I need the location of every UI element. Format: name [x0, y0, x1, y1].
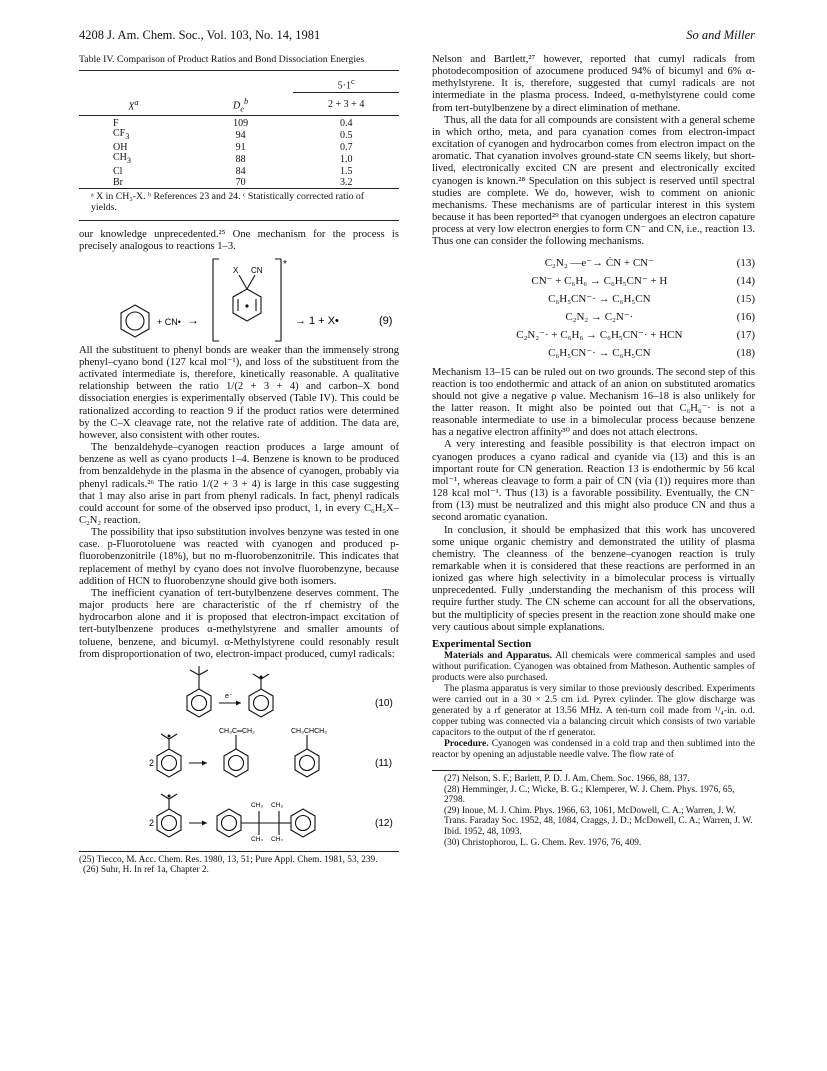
arrowhead-icon [202, 760, 207, 765]
arrowhead-icon [236, 700, 241, 705]
table-iv-grid [79, 70, 399, 191]
alpha-methylstyrene-icon [224, 735, 248, 777]
table-cell-substituent [79, 153, 188, 167]
running-header-right: So and Miller [686, 28, 755, 42]
scheme9-reagent: + CN• [157, 316, 181, 327]
scheme10-label: (10) [375, 697, 393, 709]
scheme9-cn: CN [251, 265, 263, 275]
equation-15-num: (15) [736, 293, 755, 306]
footnote-26: (26) Suhr, H. In ref 1a, Chapter 2. [83, 865, 209, 876]
radical-dot-icon [168, 794, 171, 797]
schemes-10-12-drawing [79, 663, 399, 841]
equation-18-expr: C₆H₅CN⁻· → C₆H₅CN [548, 347, 651, 360]
table-row [79, 143, 399, 154]
table-cell-text: 1.0 [339, 153, 353, 165]
table-head-ratio-bottom: 2 + 3 + 4 [293, 93, 399, 115]
left-paragraph-4: The possibility that ipso substitution involves benzyne was tested in one case. p-Fluorotoluene was reacted with cyanogen and produced p-fluorobenzonitrile (18%), but no m-fluorobenzonitrile. This indicates that replacement of methyl by cyano does not involve fluorobenzyne, because addition of HCN to fluorobenzyne should give both isomers. [79, 527, 399, 587]
footnote-29: (29) Inoue, M. J. Chim. Phys. 1966, 63, 1061, McDowell, C. A.; Warren, J. W. Trans. Faraday Soc. 1952, 48, 1084, Craggs, J. D.; McDowell, C. A.; Warren, J. W. Ibid. 1952, 48, 1093. [444, 805, 753, 838]
table-cell-text: 0.5 [339, 129, 353, 141]
scheme12-label: (12) [375, 817, 393, 829]
scheme12-me2: CH₃ [271, 801, 284, 809]
table-cell-text: Cl [113, 165, 123, 177]
right-column [432, 54, 755, 848]
scheme12-me4: CH₃ [271, 835, 284, 841]
radical-dot-icon [260, 675, 263, 678]
table-head-d-sup: b [243, 96, 249, 106]
bracket-icon [213, 259, 281, 341]
table-cell-substituent [79, 119, 188, 130]
equation-18 [432, 345, 755, 363]
equation-13-num: (13) [736, 257, 755, 270]
left-paragraph-1: our knowledge unprecedented.²⁵ One mechanism for the process is precisely analogous to reactions 1–3. [79, 228, 399, 252]
reaction-scheme-9 [79, 253, 399, 345]
equations-13-18 [432, 255, 755, 363]
scheme11-sub2: CH₃CHCH₃ [291, 727, 328, 735]
scheme9-star: * [283, 258, 287, 270]
left-footnotes [79, 851, 399, 876]
materials-text: All chemicals were commerical samples and used without purification. Cyanogen was obtained from Matheson. Authentic samples of products were also purchased. [432, 650, 756, 684]
scheme11-coef: 2 [149, 757, 155, 768]
table-cell-subscript: 3 [125, 132, 130, 142]
table-cell-substituent [79, 178, 188, 189]
table-cell-subscript: 3 [126, 156, 132, 166]
experimental-plasma: The plasma apparatus is very similar to those previously described. Experiments were carried out in a 30 × 2.5 cm i.d. Pyrex cylinder. The glow discharge was generated by a rf generator at 13.56 MHz. A ten-turn coil made from ¹/₄-in. o.d. copper tubing was connected via a balancing circuit which consists of two variable capacitors to the output of the rf generator. [432, 683, 755, 739]
table-row [79, 178, 399, 189]
equation-16-num: (16) [736, 311, 755, 324]
radical-dot-icon [168, 734, 171, 737]
table-cell-text: 88 [235, 153, 246, 165]
equation-14 [432, 273, 755, 291]
equation-13-expr: C₂N₂ —e⁻→ ĊN + CN⁻ [544, 257, 654, 270]
right-paragraph-5: In conclusion, it should be emphasized that this work has uncovered some unique organic chemistry and demonstrated the utility of plasma chemistry. The cleanness of the benzene–cyanogen reaction is truly remarkable when it is considered that these reactions are performed in an ionized gas where high selectivity in a bimolecular process is virtually unprecedented. Fully ,understanding the mechanism of this process will require further study. The CN scheme can account for all the observations, but the multiplicity of species present in the reaction zone should make one very cautious about simple explanations. [432, 524, 755, 633]
equation-15-expr: C₆H₅CN⁻· → C₆H₅CN [548, 293, 651, 306]
scheme11-label: (11) [375, 757, 393, 769]
table-cell-text: 1.5 [339, 165, 353, 177]
table-cell-text: CH [113, 152, 127, 164]
table-row [79, 153, 399, 167]
experimental-procedure [432, 738, 755, 760]
right-paragraph-2: Thus, all the data for all compounds are consistent with a general scheme in which ortho, meta, and para cyanation comes from electron-impact excitation of cyanogen and hydrocarbon comes from electron impact on the aromatic. That cyanation involves ground-state CN seems likely, but short-lived, electronically excited CN are present and electronically excited cyanogen is known.²⁸ Speculation on this subject is reserved until spectral studies are complete. We do, however, wish to comment on anionic mechanisms. These mechanisms are of particular interest in this system because it has been reported²⁹ that cyanogen undergoes an electron capature process at very low electron energies to form CN⁻ and CN, i.e., reaction 13. Thus one can consider the following mechanisms. [432, 114, 755, 248]
scheme9-x: X [233, 265, 239, 275]
table-cell-substituent [79, 129, 188, 143]
scheme10-arrow-label: e⁻ [225, 692, 233, 700]
scheme9-arrow: → [187, 312, 199, 327]
table-head-sup: c [351, 77, 355, 87]
right-paragraph-4: A very interesting and feasible possibility is that electron impact on cyanogen produces a cyano radical and cyanide via (13) and this is an important route for CN generation. Reaction 13 is endothermic by 56 kcal mol⁻¹, whereas cleavage to form a pair of CN (via (1)) requires more than 128 kcal mol⁻¹. Thus (13) is a favorable possibility. Eventually, the CN⁻ from (13) must be neutralized and this might also produce CN and thus a second aromatic cyanation. [432, 439, 755, 524]
left-paragraph-5: The inefficient cyanation of tert-butylbenzene deserves comment. The major products here are characteristic of the rf chemistry of the hydrocarbon alone and it is proposed that electron-impact excitation of tert-butylbenzene produces α-methylstyrene and smaller amounts of toluene, benzene, and bicumyl. α-Methylstyrene could resonably result from disproportionation of two, electron-impact produced, cumyl radicals: [79, 587, 399, 660]
equation-15 [432, 291, 755, 309]
right-footnotes [432, 774, 755, 848]
table-row [79, 119, 399, 130]
footnote-27: (27) Nelson, S. F.; Barlett, P. D. J. Am. Chem. Soc. 1966, 88, 137. [444, 774, 690, 785]
table-cell-ratio [293, 129, 399, 143]
running-header-left: 4208 J. Am. Chem. Soc., Vol. 103, No. 14, 1981 [79, 28, 321, 42]
cumyl-radical-icon-3 [157, 794, 181, 837]
table-cell-ratio [293, 119, 399, 130]
radical-dot-icon [245, 304, 248, 307]
table-cell-energy [188, 119, 294, 130]
tert-butylbenzene-icon [187, 666, 211, 717]
scheme9-label: (9) [379, 314, 393, 327]
left-column [79, 54, 399, 876]
procedure-text: Cyanogen was condensed in a cold trap and then sublimed into the reactor by opening an adjustable needle valve. The flow rate of [432, 738, 755, 761]
bicumyl-icon [217, 809, 315, 837]
cumene-icon [295, 735, 319, 777]
cumyl-radical-icon-2 [157, 734, 181, 777]
equation-16-expr: C₂N₂ → C₂N⁻· [565, 311, 634, 324]
scheme12-me1: CH₃ [251, 801, 264, 809]
table-head-x: X [128, 101, 135, 113]
scheme9-product: → 1 + X• [295, 314, 339, 327]
table-footnote: ᵃ X in CH₃-X. ᵇ References 23 and 24. ᶜ Statistically corrected ratio of yields. [91, 191, 365, 214]
table-cell-ratio [293, 178, 399, 189]
table-iv [79, 54, 399, 214]
left-paragraph-2: All the substituent to phenyl bonds are weaker than the immensely strong phenyl–cyano bond (127 kcal mol⁻¹), and loss of the substituent from the activated intermediate is, therefore, kinetically reasonable. A qualitative relationship between the ratio 1/(2 + 3 + 4) and carbon–X bond dissociation energies is experimentally observed (Table IV). This could be rationalized according to reaction 9 if the product ratios were determined by the C–X cleavage rate, not the relative rate of addition. The data are, however, also consistent with other routes. [79, 344, 399, 441]
table-cell-text: 0.7 [339, 141, 353, 153]
table-cell-text: 3.2 [339, 176, 353, 188]
table-cell-energy [188, 143, 294, 154]
right-paragraph-1: Nelson and Bartlett,²⁷ however, reported that cumyl radicals from photodecomposition of azocumene produced 94% of bicumyl and 6% α-methylstyrene. It is, therefore, suggested that cumyl radicals are not intermediate in the plasma process. Indeed, α-methylstyrene could come from tert-butylbenzene by a direct elimination of methane. [432, 54, 755, 114]
scheme11-sub1: CH₃C═CH₂ [219, 727, 255, 735]
table-cell-energy [188, 178, 294, 189]
table-cell-text: OH [113, 141, 128, 153]
table-head-ratio-top: 5·1 [337, 80, 352, 92]
equation-13 [432, 255, 755, 273]
cumyl-radical-icon [249, 674, 273, 717]
table-head-d: D [233, 99, 241, 111]
table-cell-ratio [293, 153, 399, 167]
table-cell-text: 94 [235, 129, 246, 141]
table-cell-substituent [79, 167, 188, 178]
footnote-25: (25) Tiecco, M. Acc. Chem. Res. 1980, 13, 51; Pure Appl. Chem. 1981, 53, 239. [79, 854, 378, 865]
table-cell-text: CF [113, 128, 126, 140]
table-cell-text: Br [113, 176, 123, 188]
table-row [79, 129, 399, 143]
equation-17-num: (17) [736, 329, 755, 342]
experimental-heading: Experimental Section [432, 637, 532, 650]
equation-16 [432, 309, 755, 327]
equation-14-expr: CN⁻ + C₆H₆ → C₆H₅CN⁻ + H [531, 275, 668, 288]
reaction-schemes-10-12 [79, 663, 399, 841]
table-cell-text: 70 [235, 176, 246, 188]
scheme-9-drawing [79, 253, 399, 345]
table-cell-ratio [293, 143, 399, 154]
benzene-icon [121, 305, 149, 337]
left-paragraph-3: The benzaldehyde–cyanogen reaction produces a large amount of benzene as well as cyano products 1–4. Benzene is known to be produced from benzaldehyde in the plasma in the absence of cyanogen, probably via phenyl radicals.²⁶ The ratio 1/(2 + 3 + 4) is large in this case suggesting that 1 may also arise in part from phenyl radicals. In fact, phenyl radicals could account for some of the observed ipso product, 1, in every C₆H₅X–C₂N₂ reaction. [79, 442, 399, 527]
materials-heading: Materials and Apparatus. [444, 650, 553, 662]
scheme12-me3: CH₃ [251, 835, 264, 841]
table-cell-energy [188, 129, 294, 143]
footnote-30: (30) Christophorou, L. G. Chem. Rev. 1976, 76, 409. [444, 837, 642, 848]
table-cell-substituent [79, 143, 188, 154]
procedure-heading: Procedure. [444, 738, 489, 750]
equation-17 [432, 327, 755, 345]
table-cell-text: 109 [233, 117, 249, 129]
table-cell-text: 91 [235, 141, 246, 153]
table-cell-text: 0.4 [339, 117, 353, 129]
experimental-materials [432, 650, 755, 683]
arrowhead-icon [202, 820, 207, 825]
equation-18-num: (18) [736, 347, 755, 360]
footnote-28: (28) Hemminger, J. C.; Wicke, B. G.; Klemperer, W. J. Chem. Phys. 1976, 65, 2798. [444, 784, 735, 806]
equation-14-num: (14) [736, 275, 755, 288]
table-divider [79, 220, 399, 221]
right-paragraph-3: Mechanism 13–15 can be ruled out on two grounds. The second step of this reaction is too endothermic and attack of an anion on substituted aromatics should not give a negative ρ value. Mechanism 16–18 is also unlikely for the latter reason. It might also be pointed out that C₆H₆⁻· is not a reasonable intermediate to use in a bimolecular process because benzene has a negative electron affinity³⁰ and does not attach electrons. [432, 366, 755, 439]
table-head-d-sub: e [240, 103, 244, 113]
table-caption: Table IV. Comparison of Product Ratios and Bond Dissociation Energies [79, 54, 365, 65]
table-cell-text: F [113, 117, 119, 129]
table-head-x-sup: a [134, 98, 139, 108]
scheme12-coef: 2 [149, 817, 155, 828]
table-cell-energy [188, 153, 294, 167]
equation-17-expr: C₂N₂⁻· + C₆H₆ → C₆H₅CN⁻· + HCN [516, 329, 683, 342]
table-cell-text: 84 [235, 165, 246, 177]
